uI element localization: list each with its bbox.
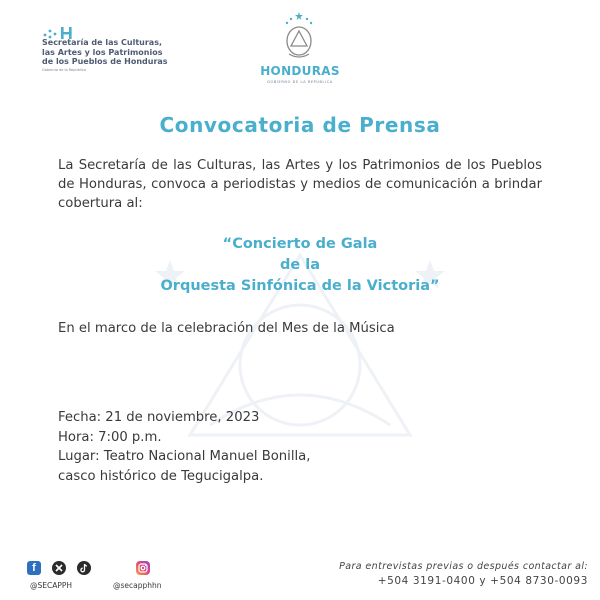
event-line-3: Orquesta Sinfónica de la Victoria” [160, 278, 440, 294]
social-handle-main[interactable]: @SECAPPH [30, 581, 73, 590]
time-line: Hora: 7:00 p.m. [58, 429, 162, 445]
x-icon[interactable] [52, 561, 66, 575]
context-line: En el marco de la celebración del Mes de la Música [58, 321, 395, 336]
secretariat-name [42, 38, 217, 67]
secretariat-subtitle: Gobierno de la República [42, 68, 86, 72]
page-title: Convocatoria de Prensa [159, 113, 441, 137]
country-name: HONDURAS [260, 64, 340, 78]
secretariat-line-1: Secretaría de las Culturas, [42, 38, 162, 47]
venue-line-1: Lugar: Teatro Nacional Manuel Bonilla, [58, 449, 311, 464]
secretariat-line-3: de los Pueblos de Honduras [42, 57, 168, 66]
social-handle-instagram[interactable]: @secapphhn [113, 581, 162, 590]
event-name [0, 234, 600, 297]
intro-paragraph: La Secretaría de las Culturas, las Artes y los Patrimonios de los Pueblos de Honduras, convoca a periodistas y medios de comunicación a brindar cobertura al: [58, 158, 542, 211]
country-subtitle: GOBIERNO DE LA REPÚBLICA [267, 80, 333, 84]
event-line-1: “Concierto de Gala [222, 236, 378, 252]
date-line: Fecha: 21 de noviembre, 2023 [58, 410, 260, 425]
event-line-2: de la [279, 257, 321, 273]
tiktok-icon[interactable] [77, 561, 91, 575]
event-details [58, 408, 310, 486]
venue-line-2: casco histórico de Tegucigalpa. [58, 468, 264, 484]
instagram-icon[interactable] [136, 561, 150, 575]
honduras-seal-icon [282, 12, 316, 60]
contact-label: Para entrevistas previas o después contactar al: [339, 561, 588, 572]
secretariat-line-2: las Artes y los Patrimonios [42, 47, 163, 57]
contact-phones: +504 3191-0400 y +504 8730-0093 [377, 575, 588, 587]
facebook-icon[interactable]: f [27, 561, 41, 575]
